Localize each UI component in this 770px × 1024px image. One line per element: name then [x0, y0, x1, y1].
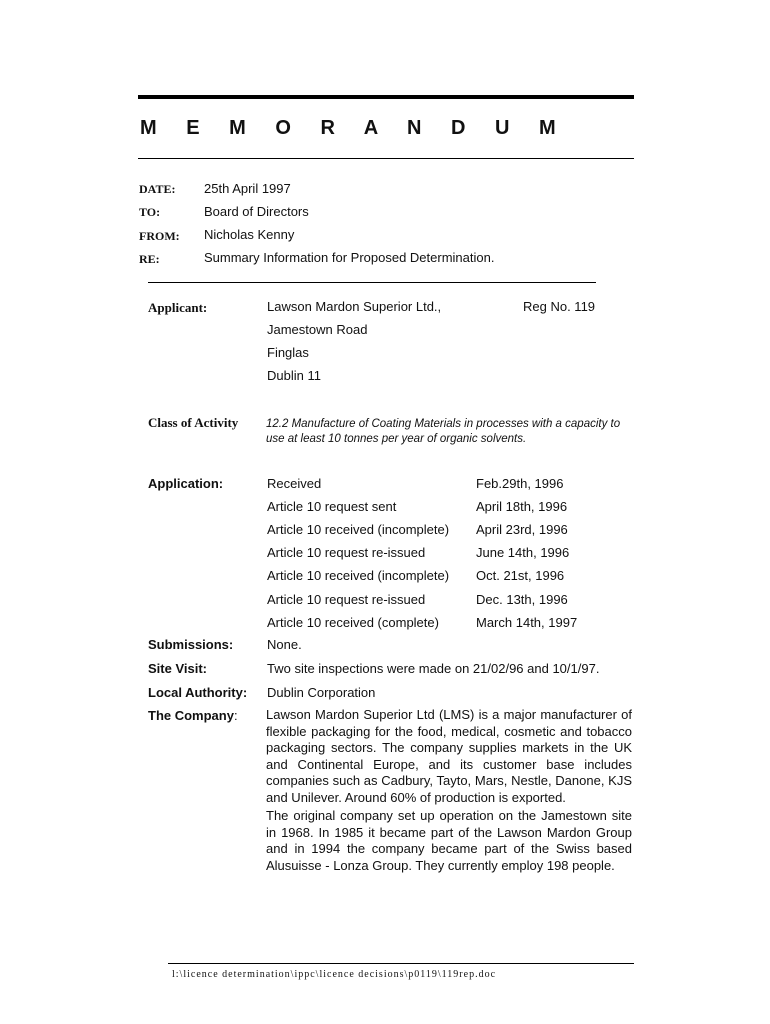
memo-title: M E M O R A N D U M: [140, 117, 568, 139]
footer-rule: [168, 963, 634, 964]
title-underline-rule: [138, 158, 634, 159]
separator-line: [148, 282, 596, 283]
application-date: Feb.29th, 1996: [476, 476, 564, 491]
address-line: Dublin 11: [267, 368, 321, 383]
applicant-name: Lawson Mardon Superior Ltd.,: [267, 299, 442, 314]
class-of-activity-text: 12.2 Manufacture of Coating Materials in processes with a capacity to use at least 10 tonnes per year of organic solvents.: [266, 418, 621, 445]
submissions-label: Submissions:: [148, 637, 234, 652]
application-date: June 14th, 1996: [476, 545, 570, 560]
address-line: Finglas: [267, 345, 309, 360]
from-value: Nicholas Kenny: [204, 227, 295, 242]
applicant-label: Applicant:: [148, 300, 208, 315]
footer-file-path: l:\licence determination\ippc\licence decisions\p0119\119rep.doc: [172, 969, 497, 980]
re-value: Summary Information for Proposed Determination.: [204, 250, 495, 265]
application-event: Article 10 request re-issued: [267, 545, 426, 560]
application-event: Article 10 request re-issued: [267, 592, 426, 607]
date-label: DATE:: [139, 182, 176, 196]
site-visit-value: Two site inspections were made on 21/02/96 and 10/1/97.: [267, 661, 600, 676]
date-value: 25th April 1997: [204, 181, 291, 196]
company-label: The Company: [148, 708, 234, 723]
application-event: Article 10 request sent: [267, 499, 397, 514]
application-event: Article 10 received (incomplete): [267, 568, 450, 583]
top-thick-rule: [138, 95, 634, 99]
application-label: Application:: [148, 476, 224, 491]
application-date: Oct. 21st, 1996: [476, 568, 565, 583]
company-paragraph-1: Lawson Mardon Superior Ltd (LMS) is a major manufacturer of flexible packaging for the food, medical, cosmetic and tobacco packaging sectors. The company supplies markets in the UK and Continental Europe, and its customer base includes companies such as Cadbury, Tayto, Mars, Nestle, Danone, KJS and Unilever. Around 60% of production is exported.: [266, 707, 632, 805]
company-label-colon: :: [233, 708, 238, 723]
to-value: Board of Directors: [204, 204, 309, 219]
address-line: Jamestown Road: [267, 322, 368, 337]
application-event: Article 10 received (incomplete): [267, 522, 450, 537]
submissions-value: None.: [267, 637, 302, 652]
application-event: Article 10 received (complete): [267, 615, 439, 630]
application-event: Received: [267, 476, 322, 491]
company-label-wrap: [148, 708, 238, 723]
to-label: TO:: [139, 205, 161, 219]
site-visit-label: Site Visit:: [148, 661, 208, 676]
local-authority-label: Local Authority:: [148, 685, 248, 700]
local-authority-value: Dublin Corporation: [267, 685, 376, 700]
reg-number: Reg No. 119: [523, 299, 596, 314]
from-label: FROM:: [139, 229, 180, 243]
application-date: April 18th, 1996: [476, 499, 568, 514]
re-label: RE:: [139, 252, 160, 266]
class-of-activity-label: Class of Activity: [148, 415, 239, 430]
application-date: Dec. 13th, 1996: [476, 592, 568, 607]
company-paragraph-2: The original company set up operation on the Jamestown site in 1968. In 1985 it became part of the Lawson Mardon Group and in 1994 the company became part of the Swiss based Alusuisse - Lonza Group. They currently employ 198 people.: [266, 808, 632, 873]
application-date: March 14th, 1997: [476, 615, 578, 630]
application-date: April 23rd, 1996: [476, 522, 568, 537]
